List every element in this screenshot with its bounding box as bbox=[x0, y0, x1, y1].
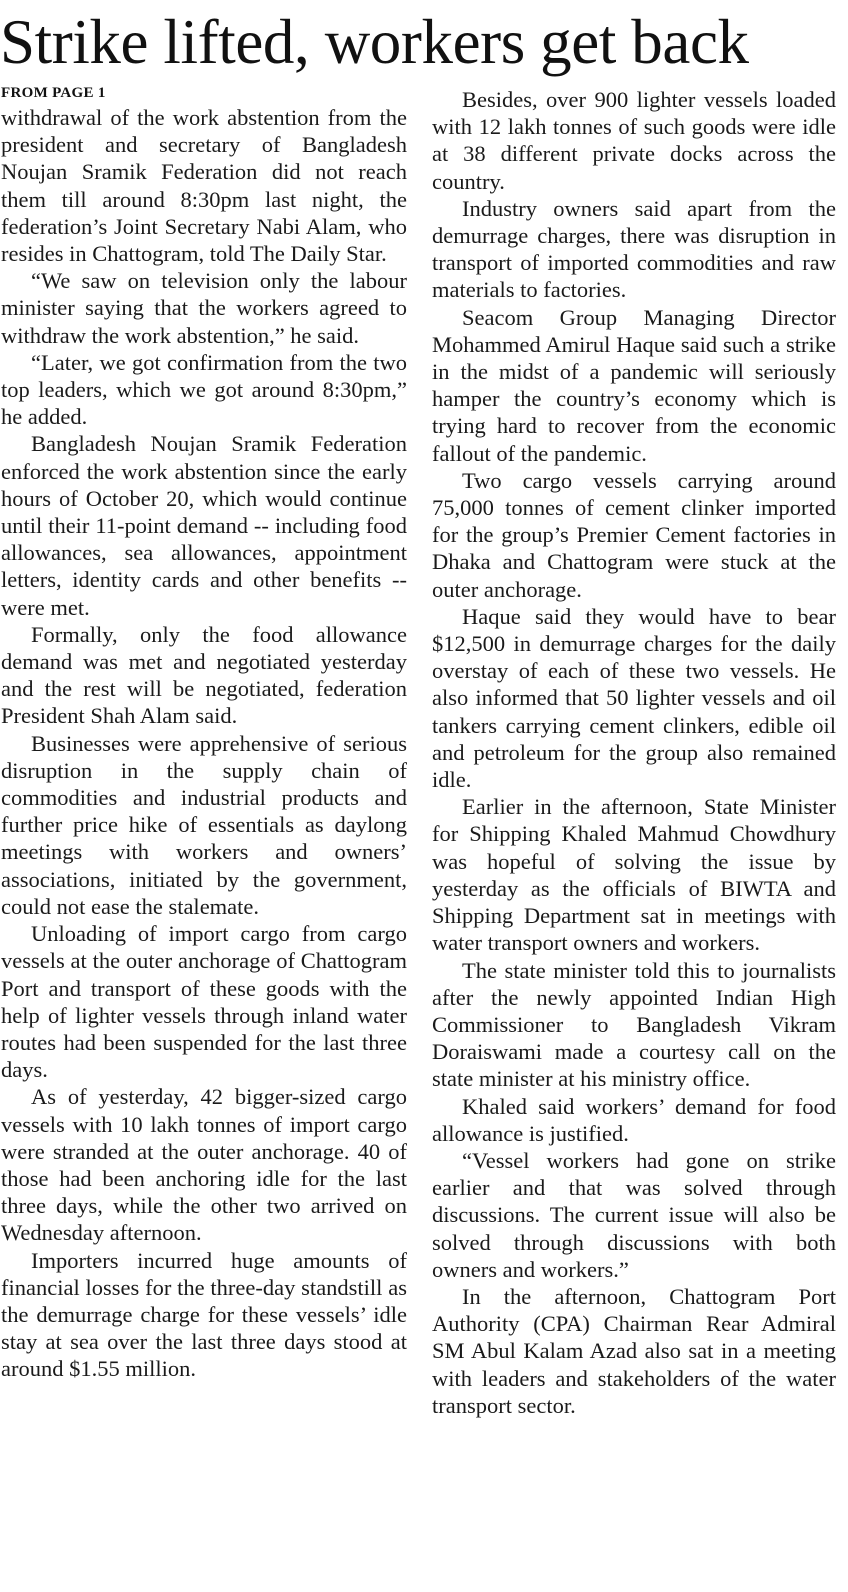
paragraph: Importers incurred huge amounts of financial losses for the three-day standstill as the demurrage charge for these vessels’ idle stay at sea over the last three days stood at around $1.55 million. bbox=[1, 1247, 407, 1382]
paragraph: Seacom Group Managing Director Mohammed Amirul Haque said such a strike in the midst of a pandemic will seriously hamper the country’s economy which is trying hard to recover from the economic fallout of the pandemic. bbox=[432, 304, 836, 466]
right-column bbox=[432, 86, 836, 1419]
paragraph: Haque said they would have to bear $12,500 in demurrage charges for the daily overstay of each of these two vessels. He also informed that 50 lighter vessels and oil tankers carrying cement clinkers, edible oil and petroleum for the group also remained idle. bbox=[432, 603, 836, 793]
paragraph: “Later, we got confirmation from the two top leaders, which we got around 8:30pm,” he added. bbox=[1, 349, 407, 430]
paragraph: Besides, over 900 lighter vessels loaded with 12 lakh tonnes of such goods were idle at 38 different private docks across the country. bbox=[432, 87, 836, 194]
paragraph: The state minister told this to journalists after the newly appointed Indian High Commissioner to Bangladesh Vikram Doraiswami made a courtesy call on the state minister at his ministry office. bbox=[432, 957, 836, 1092]
paragraph: As of yesterday, 42 bigger-sized cargo vessels with 10 lakh tonnes of import cargo were stranded at the outer anchorage. 40 of those had been anchoring idle for the last three days, while the other two arrived on Wednesday afternoon. bbox=[1, 1084, 407, 1246]
paragraph: Bangladesh Noujan Sramik Federation enforced the work abstention since the early hours of October 20, which would continue until their 11-point demand -- including food allowances, sea allowances, appointment letters, identity cards and other benefits -- were met. bbox=[1, 431, 407, 620]
jump-label: FROM PAGE 1 bbox=[1, 85, 106, 101]
paragraph: Earlier in the afternoon, State Minister for Shipping Khaled Mahmud Chowdhury was hopeful of solving the issue by yesterday as the officials of BIWTA and Shipping Department sat in meetings with water transport owners and workers. bbox=[432, 794, 836, 956]
paragraph: “Vessel workers had gone on strike earlier and that was solved through discussions. The current issue will also be solved through discussions with both owners and workers.” bbox=[432, 1147, 836, 1282]
paragraph: Industry owners said apart from the demurrage charges, there was disruption in transport of imported commodities and raw materials to factories. bbox=[432, 195, 836, 303]
paragraph: withdrawal of the work abstention from the president and secretary of Bangladesh Noujan Sramik Federation did not reach them till around 8:30pm last night, the federation’s Joint Secretary Nabi Alam, who resides in Chattogram, told The Daily Star. bbox=[1, 105, 407, 267]
paragraph: Khaled said workers’ demand for food allowance is justified. bbox=[432, 1093, 836, 1146]
paragraph: Formally, only the food allowance demand was met and negotiated yesterday and the rest will be negotiated, federation President Shah Alam said. bbox=[1, 621, 407, 729]
headline: Strike lifted, workers get back bbox=[0, 7, 749, 77]
paragraph: Two cargo vessels carrying around 75,000 tonnes of cement clinker imported for the group’s Premier Cement factories in Dhaka and Chattogram were stuck at the outer anchorage. bbox=[432, 467, 836, 602]
paragraph: Unloading of import cargo from cargo vessels at the outer anchorage of Chattogram Port and transport of these goods with the help of lighter vessels through inland water routes had been suspended for the last three days. bbox=[1, 921, 407, 1083]
paragraph: In the afternoon, Chattogram Port Authority (CPA) Chairman Rear Admiral SM Abul Kalam Azad also sat in a meeting with leaders and stakeholders of the water transport sector. bbox=[432, 1283, 836, 1418]
paragraph: Businesses were apprehensive of serious disruption in the supply chain of commodities and industrial products and further price hike of essentials as daylong meetings with workers and owners’ associations, initiated by the government, could not ease the stalemate. bbox=[1, 730, 407, 919]
paragraph: “We saw on television only the labour minister saying that the workers agreed to withdraw the work abstention,” he said. bbox=[1, 268, 407, 348]
left-column bbox=[1, 84, 407, 1383]
